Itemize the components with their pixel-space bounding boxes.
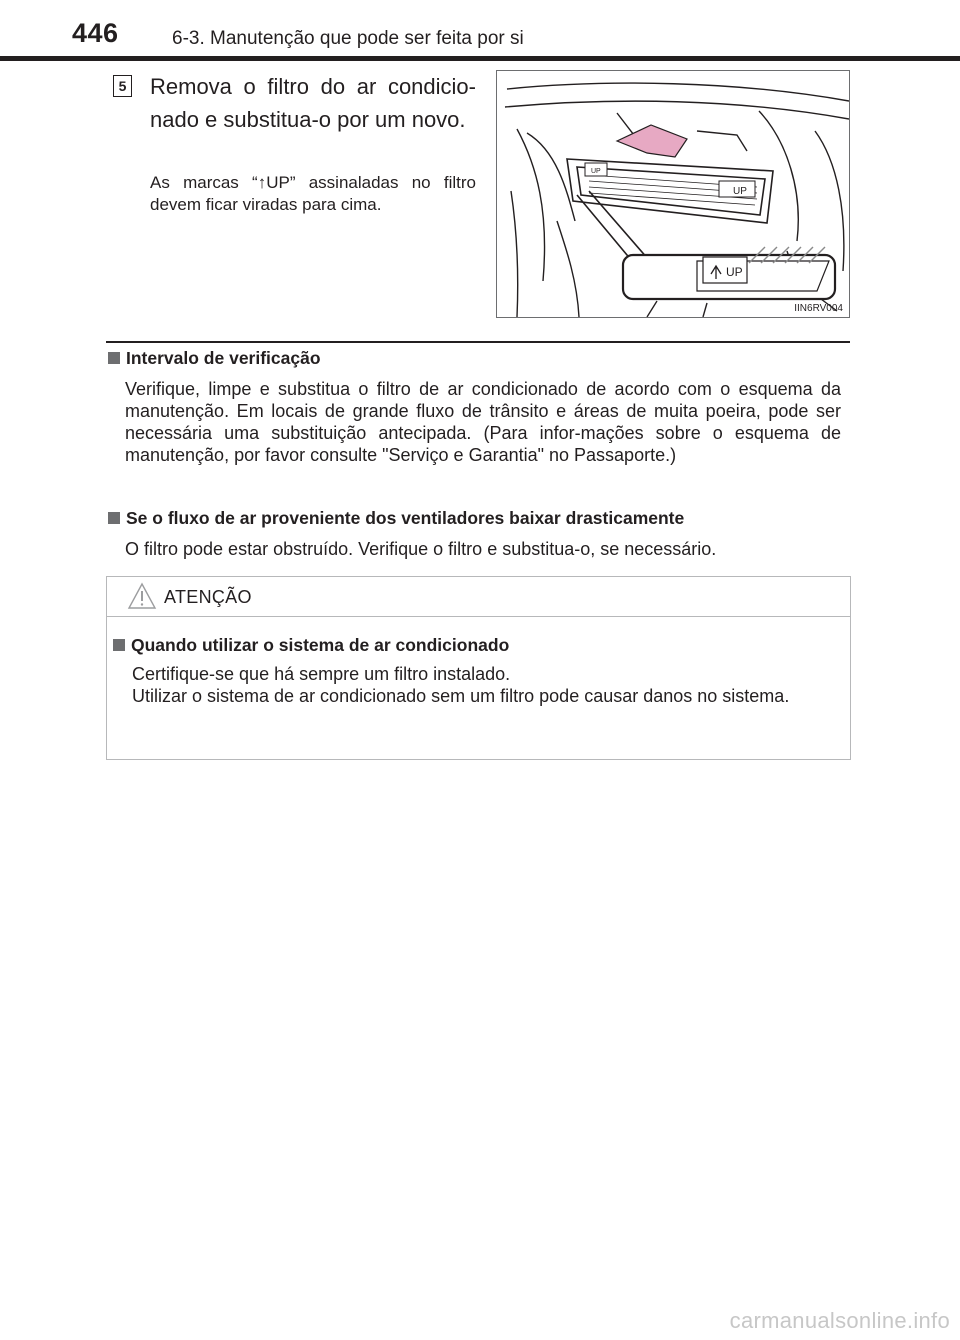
section-heading-text: Intervalo de verificação xyxy=(126,348,321,368)
section-heading-text: Se o fluxo de ar proveniente dos ventiladores baixar drasticamente xyxy=(126,508,685,528)
section-body-airflow: O filtro pode estar obstruído. Verifique o filtro e substitua-o, se necessário. xyxy=(125,539,717,559)
page-number: 446 xyxy=(72,18,119,48)
square-bullet-icon xyxy=(108,352,120,364)
section-heading-airflow xyxy=(108,508,684,529)
filter-illustration xyxy=(496,70,850,318)
warning-body xyxy=(132,663,837,707)
watermark: carmanualsonline.info xyxy=(729,1308,950,1333)
up-label-small: UP xyxy=(591,168,601,175)
up-label-medium: UP xyxy=(733,186,747,197)
square-bullet-icon xyxy=(108,512,120,524)
section-title: 6-3. Manutenção que pode ser feita por si xyxy=(172,28,524,49)
warning-line-1: Certifique-se que há sempre um filtro instalado. xyxy=(132,664,511,684)
section-body-check-interval: Verifique, limpe e substitua o filtro de ar condicionado de acordo com o esquema da manutenção. Em locais de grande fluxo de trânsito e áreas de muita poeira, pode ser necessária uma substituição antecipada. (Para infor-mações sobre o esquema de manutenção, por favor consulte "Serviço e Garantia" no Passaporte.) xyxy=(125,379,841,465)
section-heading-check-interval xyxy=(108,348,321,369)
warning-title: ATENÇÃO xyxy=(164,587,252,607)
warning-triangle-icon xyxy=(127,582,157,610)
step-instruction: Remova o filtro do ar condicio-nado e substitua-o por um novo. xyxy=(150,74,476,132)
illustration-code: IIN6RV004 xyxy=(794,303,843,314)
up-label-large: UP xyxy=(726,265,743,279)
warning-line-2: Utilizar o sistema de ar condicionado sem um filtro pode causar danos no sistema. xyxy=(132,686,790,706)
step-number-badge: 5 xyxy=(113,75,132,97)
step-note: As marcas “↑UP” assinaladas no filtro devem ficar viradas para cima. xyxy=(150,173,476,214)
filter-replacement-drawing xyxy=(497,71,850,318)
warning-heading-text: Quando utilizar o sistema de ar condicionado xyxy=(131,635,510,655)
square-bullet-icon xyxy=(113,639,125,651)
warning-heading xyxy=(113,635,509,656)
warning-box xyxy=(106,576,851,760)
header-rule xyxy=(0,56,960,61)
section-rule xyxy=(106,341,850,343)
warning-header xyxy=(107,577,850,617)
